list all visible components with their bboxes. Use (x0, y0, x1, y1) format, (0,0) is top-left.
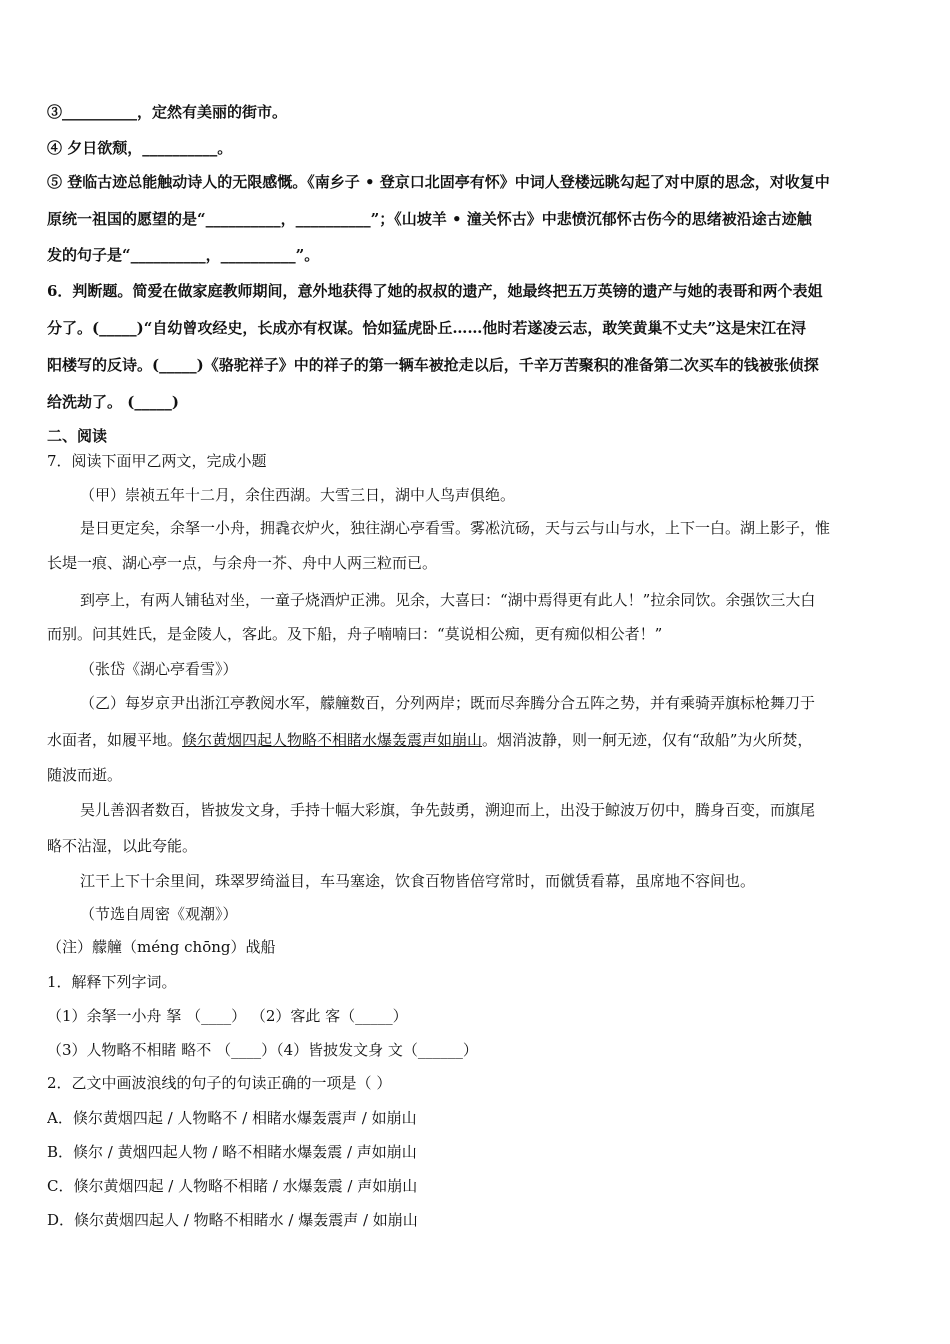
passage-yi-p1-line2 (47, 730, 907, 750)
section-heading-reading: 二、阅读 (47, 427, 108, 445)
passage-jia-p2-line1: 是日更定矣，余拏一小舟，拥毳衣炉火，独往湖心亭看雪。雾凇沆砀，天与云与山与水，上下一白。湖上影子，惟 (80, 519, 831, 537)
passage-jia-p1: （甲）崇祯五年十二月，余住西湖。大雪三日，湖中人鸟声俱绝。 (80, 486, 516, 504)
passage-jia-source: （张岱《湖心亭看雪》） (80, 660, 238, 678)
passage-yi-p1-line3: 随波而逝。 (47, 766, 123, 784)
fill-blank-4: ④ 夕日欲颓，__________。 (47, 139, 233, 157)
passage-jia-p3-line2: 而别。问其姓氏，是金陵人，客此。及下船，舟子喃喃曰：“莫说相公痴，更有痴似相公者！” (47, 625, 663, 643)
subquestion-1-row1: （1）余拏一小舟 拏 （____） （2）客此 客（_____） (47, 1007, 408, 1025)
wavy-underlined-sentence: 倏尔黄烟四起人物略不相睹水爆轰震声如崩山 (182, 731, 483, 749)
passage-yi-p3: 江干上下十余里间，珠翠罗绮溢目，车马塞途，饮食百物皆倍穹常时，而僦赁看幕，虽席地不容间也。 (80, 872, 756, 890)
passage-yi-p2-line2: 略不沾湿，以此夸能。 (47, 837, 198, 855)
subquestion-2-title: 2．乙文中画波浪线的句子的句读正确的一项是（ ） (47, 1074, 392, 1092)
passage-jia-p3-line1: 到亭上，有两人铺毡对坐，一童子烧酒炉正沸。见余，大喜曰：“湖中焉得更有此人！”拉余同饮。余强饮三大白 (80, 591, 816, 609)
subquestion-1-title: 1．解释下列字词。 (47, 973, 177, 991)
passage-yi-source: （节选自周密《观潮》） (80, 905, 238, 923)
question-6-line3: 阳楼写的反诗。(_____)《骆驼祥子》中的祥子的第一辆车被抢走以后，千辛万苦聚积的准备第二次买车的钱被张侦探 (47, 356, 819, 374)
fill-blank-3: ③__________，定然有美丽的街市。 (47, 103, 288, 121)
option-a: A．倏尔黄烟四起 / 人物略不 / 相睹水爆轰震声 / 如崩山 (47, 1109, 417, 1127)
option-c: C．倏尔黄烟四起 / 人物略不相睹 / 水爆轰震 / 声如崩山 (47, 1177, 418, 1195)
fill-blank-5-line3: 发的句子是“__________，__________”。 (47, 246, 320, 264)
question-6-line2: 分了。(_____)“自幼曾攻经史，长成亦有权谋。恰如猛虎卧丘……他时若遂凌云志，敢笑黄巢不丈夫”这是宋江在浔 (47, 319, 806, 337)
question-7-title: 7．阅读下面甲乙两文，完成小题 (47, 452, 267, 470)
passage-text: 。烟消波静，则一舸无迹，仅有“敌船”为火所焚， (482, 731, 813, 749)
passage-yi-p1-line1: （乙）每岁京尹出浙江亭教阅水军，艨艟数百，分列两岸；既而尽奔腾分合五阵之势，并有乘骑弄旗标枪舞刀于 (80, 694, 816, 712)
passage-yi-p2-line1: 吴儿善泅者数百，皆披发文身，手持十幅大彩旗，争先鼓勇，溯迎而上，出没于鲸波万仞中，腾身百变，而旗尾 (80, 801, 816, 819)
question-6-line1: 6．判断题。简爱在做家庭教师期间，意外地获得了她的叔叔的遗产，她最终把五万英镑的遗产与她的表哥和两个表姐 (47, 282, 823, 300)
annotation-note: （注）艨艟（méng chōng）战船 (47, 938, 276, 956)
fill-blank-5-line2: 原统一祖国的愿望的是“__________，__________”；《山坡羊 • 潼关怀古》中悲愤沉郁怀古伤今的思绪被沿途古迹触 (47, 210, 812, 228)
fill-blank-5-line1: ⑤ 登临古迹总能触动诗人的无限感慨。《南乡子 • 登京口北固亭有怀》中词人登楼远眺勾起了对中原的思念，对收复中 (47, 173, 830, 191)
subquestion-1-row2: （3）人物略不相睹 略不 （____）（4）皆披发文身 文（______） (47, 1041, 478, 1059)
passage-jia-p2-line2: 长堤一痕、湖心亭一点，与余舟一芥、舟中人两三粒而已。 (47, 554, 438, 572)
passage-text: 水面者，如履平地。 (47, 731, 183, 749)
option-d: D．倏尔黄烟四起人 / 物略不相睹水 / 爆轰震声 / 如崩山 (47, 1211, 418, 1229)
question-6-line4: 给洗劫了。 (_____) (47, 393, 179, 411)
option-b: B．倏尔 / 黄烟四起人物 / 略不相睹水爆轰震 / 声如崩山 (47, 1143, 417, 1161)
